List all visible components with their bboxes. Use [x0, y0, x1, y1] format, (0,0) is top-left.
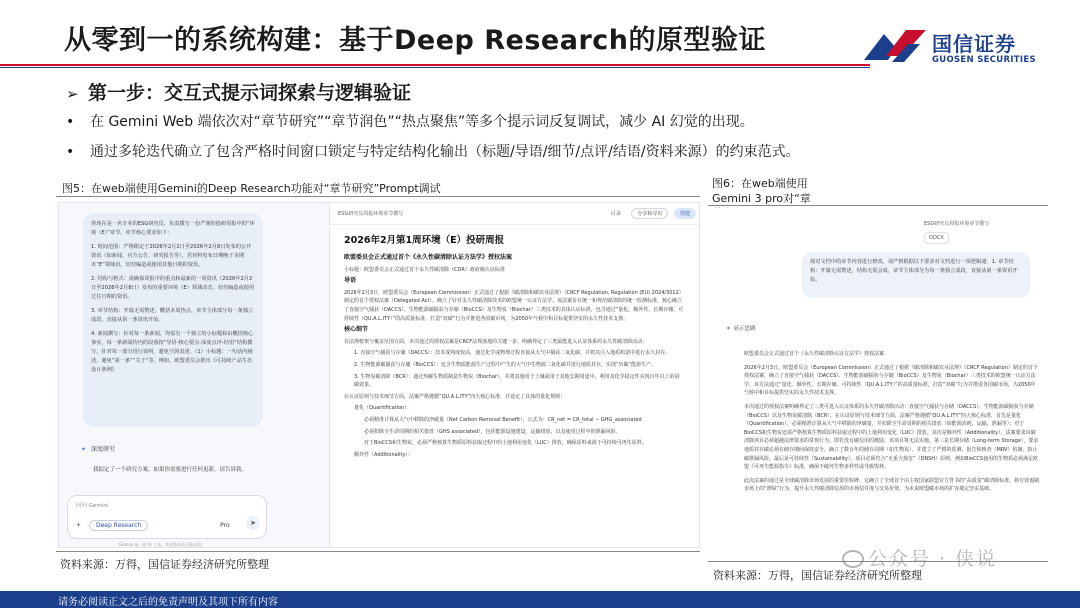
page-title: 从零到一的系统构建：基于Deep Research的原型验证	[64, 25, 767, 56]
logo-english-name: GUOSEN SECURITIES	[932, 55, 1036, 65]
attached-file-name: ESG研究员周报环境章节撰写	[924, 221, 990, 227]
document-subheading: 核心细节	[344, 326, 369, 334]
toc-button[interactable]: 目录	[610, 211, 621, 217]
document-toolbar	[330, 203, 700, 225]
agent-row[interactable]	[726, 324, 756, 332]
agent-response	[744, 350, 1040, 499]
document-paragraph: 小标题：欧盟委员会正式通过首个永久性碳清除（CDR）政府级认证标准	[344, 266, 505, 273]
prompt-bubble	[83, 213, 263, 427]
figure6-source: 资料来源：万得，国信证券经济研究所整理	[713, 569, 922, 582]
document-toolbar-buttons	[602, 208, 696, 219]
document-list-item: 2. 生物能源碳捕获与存储（BioCCS）：包含生物质能源生产过程中产生的大气中生物源二氧化碳并进行地质封存，实现“负碳”能源生产。	[354, 361, 657, 368]
agent-name: 深度研究	[91, 446, 116, 453]
show-thinking-toggle[interactable]: 显示思路	[733, 326, 756, 332]
watermark-text: 公众号 · 侠说	[868, 548, 998, 570]
wechat-icon	[842, 550, 864, 568]
footer-disclaimer: 请务必阅读正文之后的免责声明及其项下所有内容	[58, 597, 278, 608]
prompt-paragraph: 1. 时间范围：严格限定于2026年2月2日至2026年2月8日发布的公开资讯（如新闻、官方公告、研究报告等），若材料发布日期晚于本期末“E”领域讯，切勿编造或使用其他日期的资讯。	[91, 244, 252, 268]
gemini-sparkle-icon: ✦	[81, 446, 87, 453]
step-heading	[66, 78, 411, 105]
create-button[interactable]: 创建	[674, 208, 696, 219]
bullet-item	[66, 111, 754, 131]
model-selector[interactable]: Pro	[220, 522, 230, 529]
bullet-text: 在 Gemini Web 端依次对“章节研究”“章节润色”“热点聚焦”等多个提示词反复调试，减少 AI 幻觉的出现。	[90, 114, 754, 130]
figure5-caption-rule	[56, 196, 700, 197]
document-subheading: 导语	[344, 277, 357, 285]
send-icon[interactable]: ➤	[246, 516, 260, 530]
document-list-item: 必须精准计算从大气中移除的净碳量（Net Carbon Removal Benefit），公式为：CR_net = CR_total − GHG_associated	[364, 416, 642, 423]
bullet-dot-icon: •	[66, 144, 75, 160]
prompt-paragraph: 2. 结构与格式：需确保周报中的重点和最新的一周资讯（2026年2月2日至2026年2月8日）发布的重要环境（E）领域动态，切勿编造或使用过往日期的资讯。	[91, 276, 255, 300]
gemini-sparkle-icon: ✦	[726, 326, 731, 332]
chat-disclaimer: Gemini 是一款 AI 工具，其回答未必正确无误。	[119, 542, 205, 547]
figure5-screenshot	[58, 202, 700, 548]
chat-input-tools	[76, 520, 230, 531]
document-paragraph: 在认证原则与技术细节方面，法案严格遵循“QU.A.L.ITY”四大核心标准，并设定了具体的量化规则：	[344, 393, 566, 400]
chat-input-placeholder[interactable]: 问问 Gemini	[76, 503, 109, 509]
title-rule-red	[0, 64, 870, 66]
document-heading: 2026年2月第1周环境（E）投研周报	[344, 235, 505, 246]
user-message-bubble: 现对文档中的章节内容进行修改，请严格根据以下要求对文档进行一项逻辑通：1. 章节结构：开篇无需赘述，结构无需会成，章节主体部分为每一条独立成段，直接从第一条资讯开始。	[802, 252, 1030, 298]
document-body	[344, 235, 684, 462]
bullet-text: 通过多轮迭代确立了包含严格时间窗口锁定与特定结构化输出（标题/导语/细节/点评/结语/资料来源）的约束范式。	[90, 144, 800, 160]
prompt-paragraph: 3. 章节结构：开篇无需赘述，概括本周热点，章节主体部分每一条独立成段，直接从第一条资讯开始。	[91, 308, 254, 323]
document-paragraph: 在法规框架与覆盖范围方面，本次通过的授权法案是CRCF法规落地的关键一步，明确界定了三类最能进入认证体系的永久性碳清除活动：	[344, 338, 648, 345]
chat-input-box[interactable]	[67, 495, 267, 539]
document-list-item: 量化（Quantification）：	[354, 405, 412, 412]
footer-bar	[0, 591, 1080, 608]
company-logo	[862, 26, 1072, 68]
add-icon[interactable]: +	[76, 522, 82, 529]
bullet-dot-icon: •	[66, 114, 75, 130]
prompt-paragraph: 4. 新闻撰写：针对每一条新闻，均需有一个独立的小标题和由概括核心事实，每一条新闻均内的段落按“导语-核心要点-深度点评-结语”结构撰写，针对每一部分进行说明，避免空洞表述。（1）小标题：一句话内阐述，避免“第一条”“关于”等。例如，欧盟委员会推出《可持续产品生态设计条例》	[91, 331, 254, 373]
figure6-caption-rule	[708, 205, 1048, 206]
guosen-logo-mark-icon	[862, 26, 928, 66]
document-pane	[329, 203, 700, 548]
chat-pane	[59, 203, 269, 548]
prompt-paragraph: 你现在是一名专业的ESG研究员，负责撰写一份严谨的投研周报中的“环境（E）”章节。章节核心要求如下：	[91, 221, 255, 236]
watermark	[842, 544, 997, 571]
figure6-caption: 图6：在web端使用Gemini 3 pro对“章	[712, 177, 811, 205]
step-heading-text: 第一步：交互式提示词探索与逻辑验证	[88, 82, 412, 104]
document-title: ESG研究员周报环境章节撰写	[338, 211, 404, 217]
agent-message: 我拟定了一个研究方案。如果你需要进行任何更新，请告诉我。	[93, 467, 248, 473]
figure5-source: 资料来源：万得，国信证券经济研究所整理	[60, 558, 269, 571]
figure5-caption: 图5：在web端使用Gemini的Deep Research功能对“章节研究”Prompt调试	[62, 182, 441, 195]
document-list-item: 额外性（Additionality）：	[354, 451, 413, 458]
document-paragraph: 2026年2月3日，欧盟委员会（European Commission）正式通过了根据《碳清除和碳农业法规》（CRCF Regulation, Regulation (EU) 2024/3012）制定的首个授权法案（Delegated Act）。确立了针对永久性碳清除技术的欧盟统一认证方法学。该法案旨在统一和规范碳清除的统一监测标准，核心确立了直接空气捕获（DACCS）、生物能源碳捕获与存储（BioCCS）及生物炭（Biochar）三类技术的具体认证标准，包含通过“量化、额外性、长期存储、可持续性（QU.A.L.ITY）”的高质量标准，打造“双碳”行为并推进各国碳市场，为2050年气候中和目标提供坚实的永久性技术支撑。	[344, 289, 684, 322]
logo-chinese-name: 国信证券	[932, 32, 1016, 56]
arrow-marker-icon: ➢	[66, 85, 79, 103]
title-rule-blue	[0, 67, 870, 68]
figure6-screenshot	[710, 208, 1048, 558]
figure5-source-rule	[56, 551, 700, 552]
attached-file[interactable]	[924, 220, 1024, 250]
deep-research-chip[interactable]: Deep Research	[89, 520, 148, 531]
response-paragraph: 本次通过的授权法案明确界定了三类可进入认证体系的永久性碳清除活动：直接空气捕获与存储（DACCS）、生物能源碳捕获与存储（BioCCS）以及生物炭碳清除（BCR）。在认证原则与技术细节方面，法案严格遵循“QU.A.L.ITY”四大核心标准，首先是量化（Quantification），必须精准计算从大气中移除的净碳量，并扣除全生命周期的相关排放（如能源消耗、运输、泄漏等）；对于BioCCS和生物炭还需严格核算生物质原料获取过程中的土地利用变化（LUC）排放。其次是额外性（Additionality），法案要求该碳清除项目必须超越法律要求的常规行为，即若没有碳信用的激励，该项目将无法实施。第三是长期存储（Long-term Storage），要求地质封存碳必须在储存期间保持安全，确立了数百年的储存周期（如生物炭），并建立了严格的监测、报告和核查（MRV）机制，防止碳泄漏风险。最后是可持续性（Sustainability），项目必须符合“无重大损害”（DNSH）原则，例如BioCCS使用的生物质必须满足欧盟《可再生能源指令》标准，确保不破坏生物多样性或导致毁林。	[744, 403, 1039, 471]
document-list-item: 3. 生物炭碳清除（BCR）：通过热解生物质制造生物炭（Biochar），并将其施用于土壤或用于其他长期用途中，利用其化学稳定性实现百年以上的固碳效果。	[354, 373, 680, 389]
agent-row	[81, 444, 115, 453]
document-list-item: 1. 直接空气捕获与存储（DACCS）：技术成熟度较高，通过化学或物理过程直接从大气中捕获二氧化碳，并将其注入地质构造中进行永久封存。	[354, 350, 671, 357]
document-list-item: 必须扣除全生命周期的相关排放（GHS associated），包括能源设施建设，运输排放，以及使用过程中的泄漏风险。	[364, 428, 621, 435]
bullet-item	[66, 141, 800, 161]
share-export-button[interactable]: 分享和导出	[631, 208, 668, 219]
response-paragraph: 2026年2月3日，欧盟委员会（European Commission）正式通过了根据《碳清除和碳农业法规》（CRCF Regulation）制定的首个授权法案，确立了直接空气捕获（DACCS）、生物能源碳捕获与存储（BioCCS）及生物炭（Biochar）三类技术的欧盟统一认证方法学。该方法通过“量化、额外性、长期存储、可持续性（QU.A.L.ITY）”的高质量标准，打造“双碳”行为并推进各国碳市场，为2050年气候中和目标提供坚实的永久性技术支撑。	[744, 364, 1038, 397]
response-paragraph: 此次法案的通过是全球碳清除市场发展的重要里程碑，它确立了全球首个由主权国家联盟官方背书的“高质量”碳清除标准，将有效遏制市场上的“漂绿”行为，提升永久性碳清除信用的市场信任度与交易价值，为未来欧盟碳市场的扩容奠定坚实基础。	[744, 477, 1040, 493]
document-subheading: 欧盟委员会正式通过首个《永久性碳清除认证方法学》授权法案	[344, 254, 513, 261]
document-list-item: 对于BioCCS和生物炭，必须严格核算生物质原料获取过程中的土地利用变化（LUC）排放，确保原料来源于可持续可再生原料。	[364, 440, 647, 447]
attached-file-tag: DOCX	[924, 232, 949, 244]
response-paragraph: 欧盟委员会正式通过首个《永久性碳清除认证方法学》授权法案	[744, 351, 885, 357]
